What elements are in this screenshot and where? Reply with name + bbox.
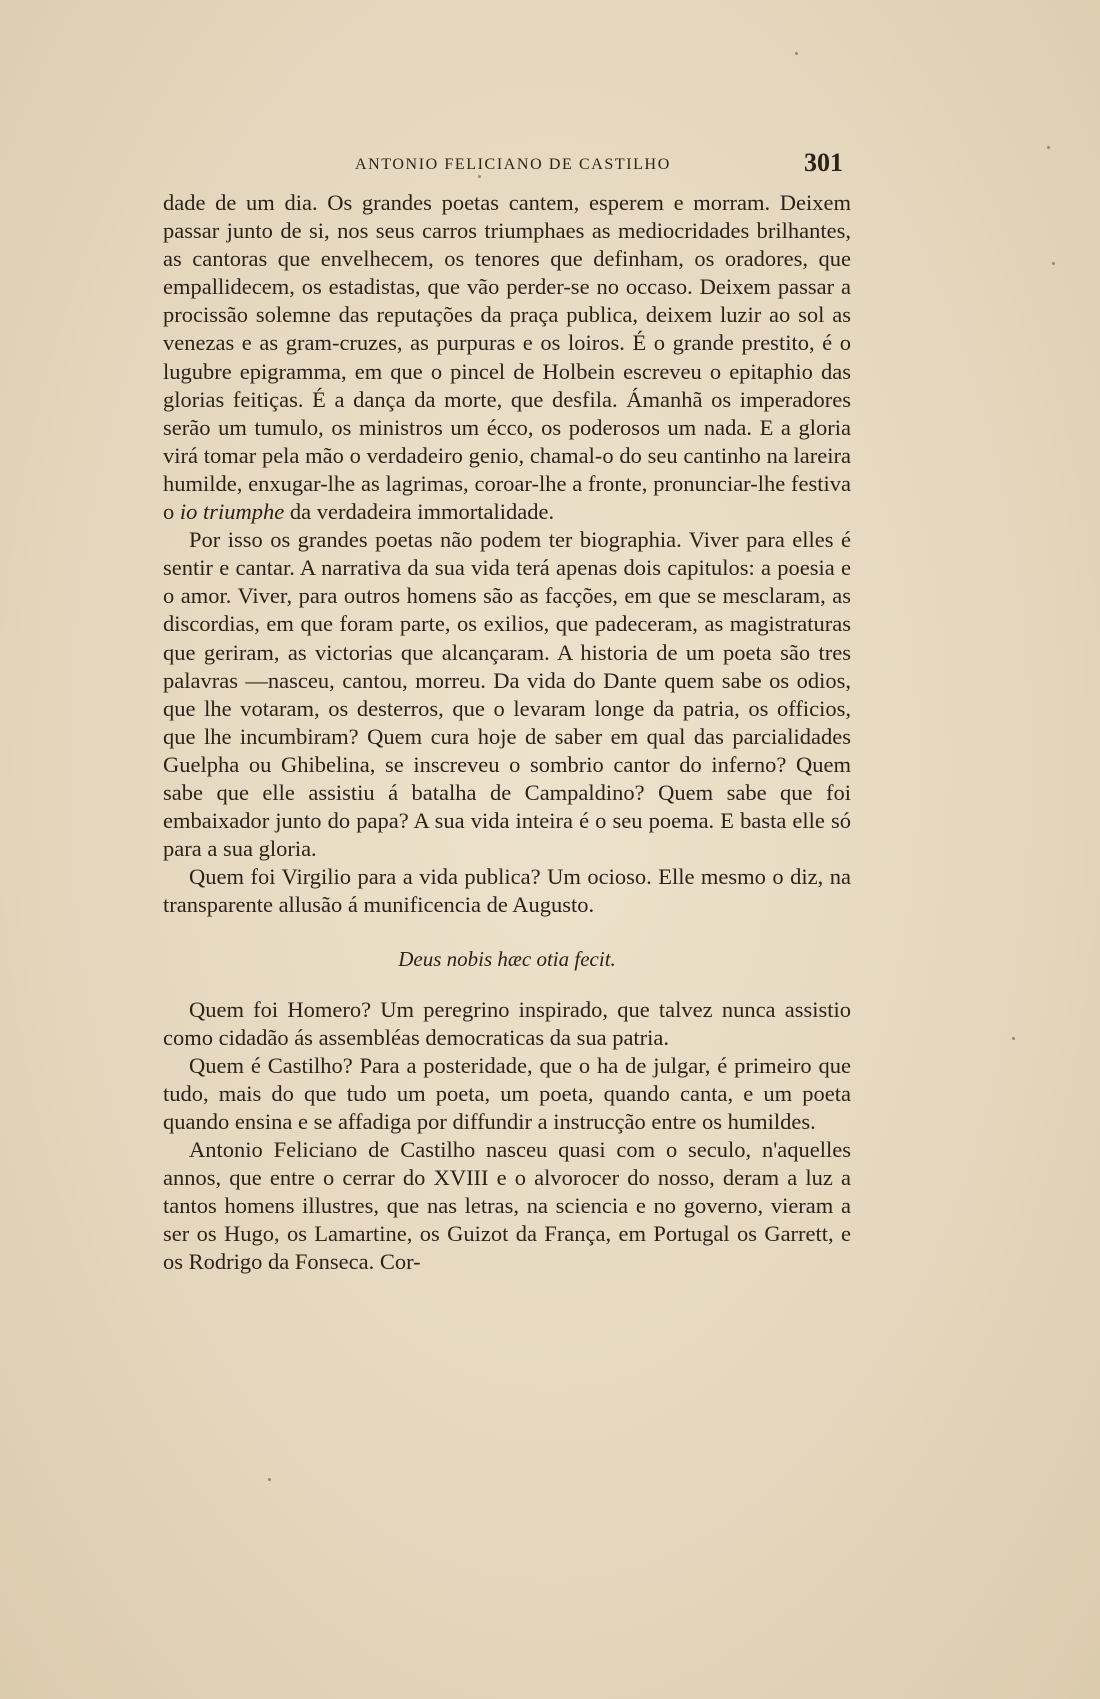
body-text [163, 189, 851, 1276]
paragraph-2: Por isso os grandes poetas não podem ter biographia. Viver para elles é sentir e cantar. A narrativa da sua vida terá apenas dois capitulos: a poesia e o amor. Viver, para outros homens são as facções, em que se mesclaram, as discordias, em que foram parte, os exilios, que padeceram, as magistraturas que geriram, as victorias que alcançaram. A historia de um poeta são tres palavras —nasceu, cantou, morreu. Da vida do Dante quem sabe os odios, que lhe votaram, os desterros, que o levaram longe da patria, os officios, que lhe incumbiram? Quem cura hoje de saber em qual das parcialidades Guelpha ou Ghibelina, se inscreveu o sombrio cantor do inferno? Quem sabe que elle assistiu á batalha de Campaldino? Quem sabe que foi embaixador junto do papa? A sua vida inteira é o seu poema. E basta elle só para a sua gloria. [163, 527, 851, 862]
paragraph-4: Quem foi Homero? Um peregrino inspirado, que talvez nunca assistio como cidadão ás assembléas democraticas da sua patria. [163, 996, 851, 1050]
paragraph-1-tail: da verdadeira immortalidade. [289, 499, 555, 525]
paper-speck [1052, 262, 1055, 265]
running-head [163, 148, 843, 184]
paper-speck [795, 52, 798, 55]
paper-speck [268, 1478, 271, 1481]
latin-quote: Deus nobis hæc otia fecit. [398, 947, 616, 972]
paragraph-3: Quem foi Virgilio para a vida publica? Um ocioso. Elle mesmo o diz, na transparente allusão á munificencia de Augusto. [163, 864, 851, 918]
paragraph-1-text: dade de um dia. Os grandes poetas cantem, esperem e morram. Deixem passar junto de si, nos seus carros triumphaes as mediocridades brilhantes, as cantoras que envelhecem, os tenores que definham, os oradores, que empallidecem, os estadistas, que vão perder-se no occaso. Deixem passar a procissão solemne das reputações da praça publica, deixem luzir ao sol as venezas e as gram-cruzes, as purpuras e os loiros. É o grande prestito, é o lugubre epigramma, em que o pincel de Holbein escreveu o epitaphio das glorias feitiças. É a dança da morte, que desfila. Ámanhã os imperadores serão um tumulo, os ministros um écco, os poderosos um nada. E a gloria virá tomar pela mão o verdadeiro genio, chamal-o do seu cantinho na lareira humilde, enxugar-lhe as lagrimas, coroar-lhe a fronte, pronunciar-lhe festiva o [163, 190, 851, 525]
paper-speck [1012, 1037, 1015, 1040]
paper-speck [478, 175, 481, 178]
paragraph-6: Antonio Feliciano de Castilho nasceu quasi com o seculo, n'aquelles annos, que entre o cerrar do XVIII e o alvorocer do nosso, deram a luz a tantos homens illustres, que nas letras, na sciencia e no governo, vieram a ser os Hugo, os Lamartine, os Guizot da França, em Portugal os Garrett, e os Rodrigo da Fonseca. Cor- [163, 1137, 851, 1275]
paragraph-1-italic: io triumphe [179, 499, 285, 525]
paper-speck [1047, 146, 1050, 149]
paragraph-5: Quem é Castilho? Para a posteridade, que o ha de julgar, é primeiro que tudo, mais do que tudo um poeta, um poeta, quando canta, e um poeta quando ensina e se affadiga por diffundir a instrucção entre os humildes. [163, 1052, 851, 1134]
page-number: 301 [804, 148, 843, 177]
paragraph-1 [163, 189, 851, 526]
running-title: ANTONIO FELICIANO DE CASTILHO [355, 156, 671, 173]
